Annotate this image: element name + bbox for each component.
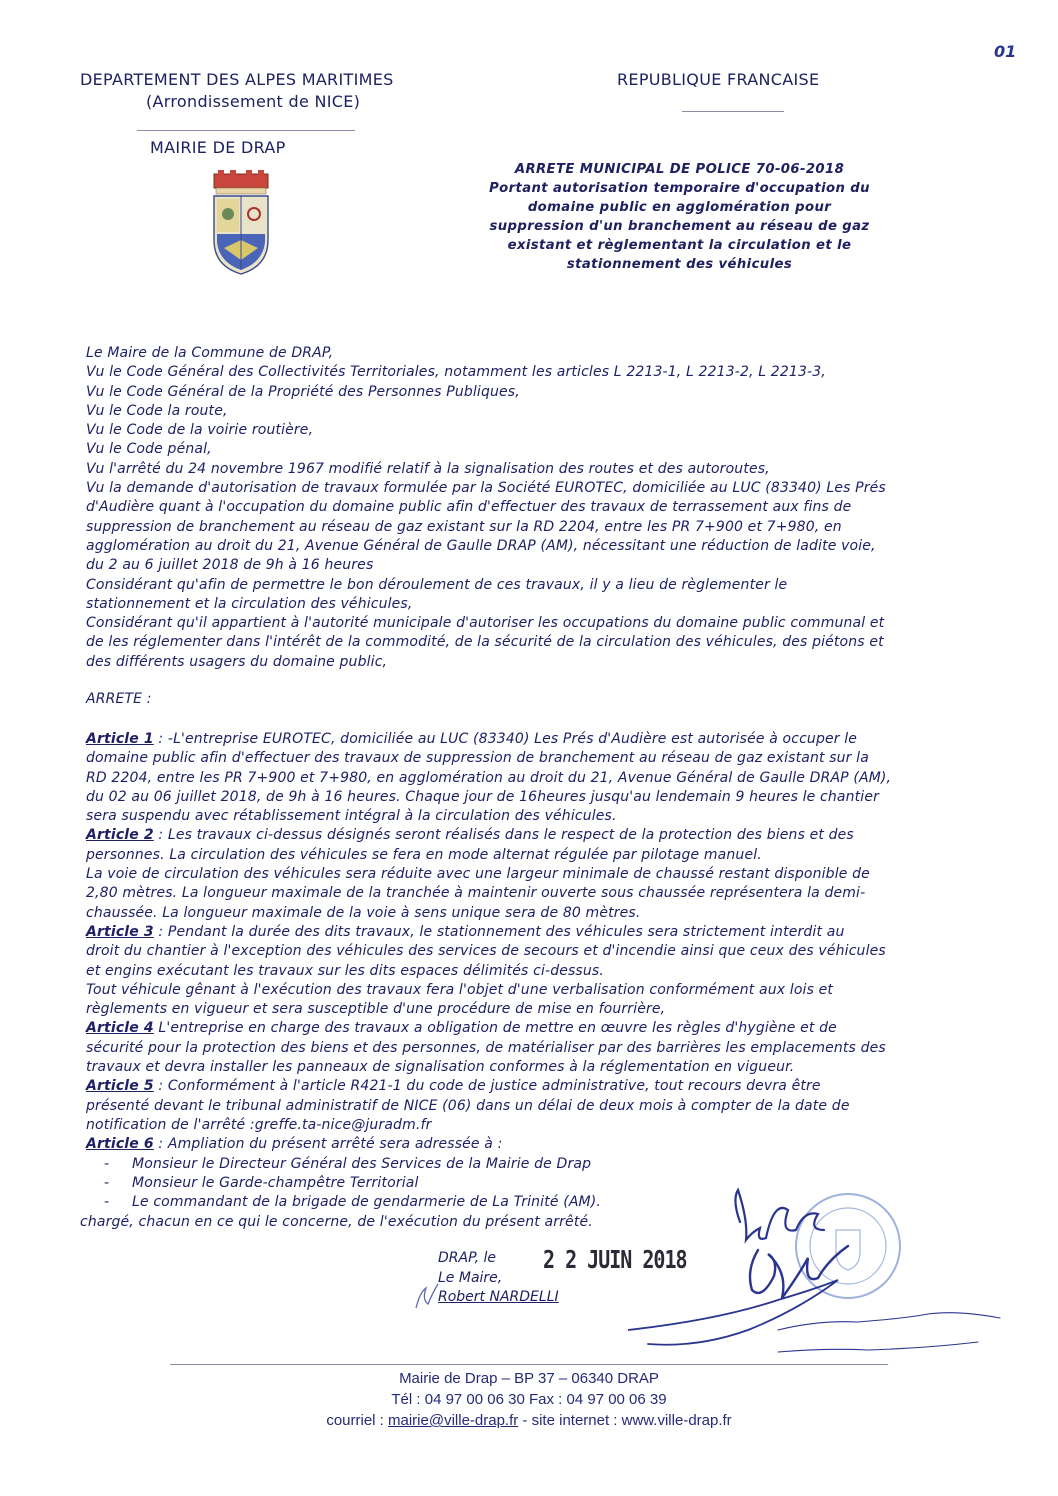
article-2-text: chaussée. La longueur maximale de la voie à sens unique sera de 80 mètres. bbox=[86, 904, 641, 921]
decree-title-line: existant et règlementant la circulation et le bbox=[507, 238, 852, 253]
list-item: - Monsieur le Garde-champêtre Territorial bbox=[104, 1174, 419, 1191]
article-2-text: personnes. La circulation des véhicules se fera en mode alternat régulée par pilotage manuel. bbox=[86, 846, 762, 863]
article-3-label: Article 3 bbox=[86, 923, 154, 940]
article-5-label: Article 5 bbox=[86, 1078, 154, 1095]
decree-title-line: suppression d'un branchement au réseau de gaz bbox=[489, 219, 870, 234]
visa-line: Le Maire de la Commune de DRAP, bbox=[86, 345, 334, 361]
republic-rule bbox=[682, 111, 784, 112]
department-rule bbox=[137, 130, 355, 131]
footer-contact bbox=[0, 1410, 1058, 1431]
signature-place: DRAP, le bbox=[438, 1250, 497, 1266]
decree-title-line: domaine public en agglomération pour bbox=[527, 200, 832, 215]
footer-email-link[interactable]: mairie@ville-drap.fr bbox=[388, 1412, 519, 1429]
article-4-text: sécurité pour la protection des biens et des personnes, de matérialiser par des barrières les emplacements des bbox=[86, 1039, 886, 1056]
consideration-line: Considérant qu'afin de permettre le bon déroulement de ces travaux, il y a lieu de règlementer le bbox=[86, 576, 788, 593]
footer-rule bbox=[170, 1364, 888, 1365]
article-4-label: Article 4 bbox=[86, 1020, 154, 1037]
consideration-line: stationnement et la circulation des véhicules, bbox=[86, 595, 413, 612]
article-1-text: domaine public afin d'effectuer des travaux de suppression de branchement au réseau de gaz existant sur la bbox=[86, 750, 869, 767]
article-6-text: : Ampliation du présent arrêté sera adressée à : bbox=[153, 1136, 503, 1153]
visa-line: Vu l'arrêté du 24 novembre 1967 modifié relatif à la signalisation des routes et des autoroutes, bbox=[86, 460, 770, 477]
list-item: - Monsieur le Directeur Général des Services de la Mairie de Drap bbox=[104, 1155, 592, 1172]
article-1-text: sera suspendu avec rétablissement intégral à la circulation des véhicules. bbox=[86, 808, 617, 825]
article-2-text: 2,80 mètres. La longueur maximale de la tranchée à maintenir ouverte sous chaussée représentera la demi- bbox=[86, 885, 866, 902]
visa-line: Vu la demande d'autorisation de travaux formulée par la Société EUROTEC, domiciliée au LUC (83340) Les Prés bbox=[86, 480, 886, 497]
republic-heading: REPUBLIQUE FRANCAISE bbox=[617, 70, 820, 89]
article-3-text: droit du chantier à l'exception des véhicules des services de secours et d'incendie ainsi que ceux des véhicules bbox=[86, 943, 886, 960]
decree-title-line: ARRETE MUNICIPAL DE POLICE 70-06-2018 bbox=[514, 162, 845, 177]
article-6-label: Article 6 bbox=[86, 1136, 154, 1153]
consideration-line: de les réglementer dans l'intérêt de la commodité, de la sécurité de la circulation des véhicules, des piétons et bbox=[86, 634, 884, 651]
article-2-label: Article 2 bbox=[86, 827, 154, 844]
article-3-text: et engins exécutant les travaux sur les dits espaces délimités ci-dessus. bbox=[86, 962, 604, 979]
article-1-text: : -L'entreprise EUROTEC, domiciliée au LUC (83340) Les Prés d'Audière est autorisée à occuper le bbox=[153, 731, 858, 747]
handwritten-signature bbox=[628, 1180, 1018, 1380]
footer-phone: Tél : 04 97 00 06 30 Fax : 04 97 00 06 39 bbox=[391, 1391, 667, 1408]
article-2-text: : Les travaux ci-dessus désignés seront réalisés dans le respect de la protection des biens et des bbox=[153, 827, 854, 844]
visa-line: agglomération au droit du 21, Avenue Général de Gaulle DRAP (AM), nécessitant une réduction de ladite voie, bbox=[86, 537, 876, 554]
consideration-line: des différents usagers du domaine public, bbox=[86, 653, 388, 670]
article-3-text: : Pendant la durée des dits travaux, le stationnement des véhicules sera strictement interdit au bbox=[153, 923, 845, 940]
coat-of-arms-logo bbox=[208, 170, 274, 276]
footer-website-link[interactable]: www.ville-drap.fr bbox=[621, 1412, 732, 1429]
department-heading: DEPARTEMENT DES ALPES MARITIMES bbox=[80, 70, 394, 89]
article-2-text: La voie de circulation des véhicules sera réduite avec une largeur minimale de chaussé restant disponible de bbox=[86, 866, 870, 883]
decree-title-line: Portant autorisation temporaire d'occupation du bbox=[489, 181, 870, 196]
date-stamp: 2 2 JUIN 2018 bbox=[543, 1244, 687, 1274]
article-5-text: : Conformément à l'article R421-1 du code de justice administrative, tout recours devra être bbox=[153, 1078, 821, 1095]
article-3-text: règlements en vigueur et sera susceptible d'une procédure de mise en fourrière, bbox=[86, 1001, 666, 1018]
visa-line: Vu le Code la route, bbox=[86, 402, 228, 419]
article-1-text: RD 2204, entre les PR 7+900 et 7+980, en agglomération au droit du 21, Avenue Général de Gaulle DRAP (AM), bbox=[86, 769, 892, 786]
consideration-line: Considérant qu'il appartient à l'autorité municipale d'autoriser les occupations du domaine public communal et bbox=[86, 615, 885, 632]
visa-line: du 2 au 6 juillet 2018 de 9h à 16 heures bbox=[86, 557, 374, 574]
page-mark: 01 bbox=[994, 42, 1017, 61]
list-item: - Le commandant de la brigade de gendarmerie de La Trinité (AM). bbox=[104, 1194, 601, 1211]
paraph-mark bbox=[410, 1278, 444, 1312]
visa-line: Vu le Code Général de la Propriété des Personnes Publiques, bbox=[86, 383, 520, 400]
visa-line: suppression de branchement au réseau de gaz existant sur la RD 2204, entre les PR 7+900 et 7+980, en bbox=[86, 518, 842, 535]
decree-title-line: stationnement des véhicules bbox=[566, 257, 793, 272]
mairie-heading: MAIRIE DE DRAP bbox=[150, 138, 286, 157]
arrete-label: ARRETE : bbox=[86, 691, 152, 707]
closing-text: chargé, chacun en ce qui le concerne, de l'exécution du présent arrêté. bbox=[80, 1214, 593, 1230]
footer-email-label: courriel : bbox=[326, 1412, 388, 1429]
article-4-text: travaux et devra installer les panneaux de signalisation conformes à la réglementation en vigueur. bbox=[86, 1059, 795, 1076]
visa-line: Vu le Code Général des Collectivités Territoriales, notamment les articles L 2213-1, L 2213-2, L 2213-3, bbox=[86, 364, 826, 381]
visas-section bbox=[86, 344, 972, 672]
articles-section bbox=[86, 730, 972, 1212]
article-1-text: du 02 au 06 juillet 2018, de 9h à 16 heures. Chaque jour de 16heures jusqu'au lendemain 9 heures le chantier bbox=[86, 788, 880, 805]
article-3-text: Tout véhicule gênant à l'exécution des travaux fera l'objet d'une verbalisation conformément aux lois et bbox=[86, 981, 834, 998]
footer-address: Mairie de Drap – BP 37 – 06340 DRAP bbox=[399, 1370, 659, 1387]
article-4-text: L'entreprise en charge des travaux a obligation de mettre en œuvre les règles d'hygiène et de bbox=[153, 1020, 837, 1037]
signature-role: Le Maire, bbox=[438, 1270, 503, 1286]
article-1-label: Article 1 bbox=[86, 731, 154, 747]
visa-line: Vu le Code de la voirie routière, bbox=[86, 422, 314, 439]
visa-line: d'Audière quant à l'occupation du domaine public afin d'effectuer des travaux de terrassement aux fins de bbox=[86, 499, 852, 516]
arrondissement-heading: (Arrondissement de NICE) bbox=[146, 92, 361, 111]
article-5-text: présenté devant le tribunal administratif de NICE (06) dans un délai de deux mois à compter de la date de bbox=[86, 1097, 850, 1114]
mayor-name: Robert NARDELLI bbox=[438, 1289, 559, 1305]
visa-line: Vu le Code pénal, bbox=[86, 441, 212, 458]
article-5-text: notification de l'arrêté :greffe.ta-nice@juradm.fr bbox=[86, 1116, 432, 1133]
footer-website-label: - site internet : bbox=[518, 1412, 622, 1429]
decree-title bbox=[442, 160, 917, 274]
